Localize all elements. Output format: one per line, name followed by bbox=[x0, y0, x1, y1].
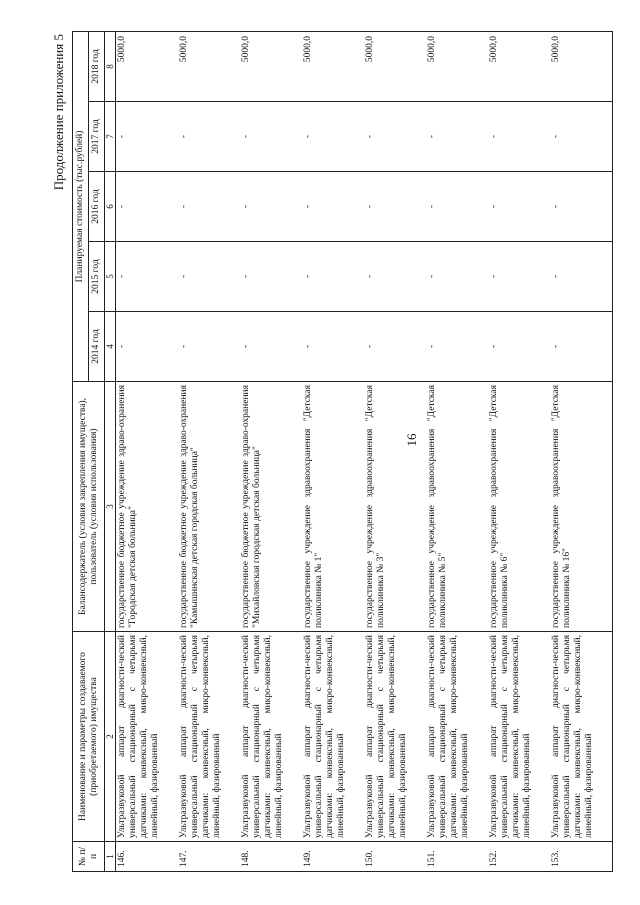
property-table bbox=[72, 31, 613, 872]
cost-2014: - bbox=[426, 312, 488, 382]
balance-holder: государственное учреждение здравоохранения "Детская поликлиника № 16" bbox=[550, 382, 613, 632]
cost-2017: - bbox=[178, 102, 240, 172]
rotated-table-region bbox=[48, 32, 608, 872]
cost-2015: - bbox=[364, 242, 426, 312]
cost-2015: - bbox=[488, 242, 550, 312]
column-number: 7 bbox=[105, 102, 116, 172]
cost-2018: 5000,0 bbox=[178, 31, 240, 101]
cost-2018: 5000,0 bbox=[550, 31, 613, 101]
header-num: № п/п bbox=[73, 842, 105, 872]
cost-2016: - bbox=[240, 172, 302, 242]
header-year: 2017 год bbox=[89, 102, 105, 172]
cost-2018: 5000,0 bbox=[488, 31, 550, 101]
cost-2017: - bbox=[550, 102, 613, 172]
cost-2017: - bbox=[116, 102, 179, 172]
cost-2015: - bbox=[302, 242, 364, 312]
table-row bbox=[426, 31, 488, 871]
cost-2015: - bbox=[116, 242, 179, 312]
header-year: 2018 год bbox=[89, 31, 105, 101]
header-year: 2014 год bbox=[89, 312, 105, 382]
item-name: Ультразвуковой аппарат диагности-ческий универсальный стационарный с четырьмя датчиками: конвексный, микро-конвексный, линейный, фазированный bbox=[116, 632, 179, 842]
cost-2016: - bbox=[364, 172, 426, 242]
cost-2014: - bbox=[488, 312, 550, 382]
cost-2014: - bbox=[550, 312, 613, 382]
cost-2015: - bbox=[178, 242, 240, 312]
cost-2015: - bbox=[550, 242, 613, 312]
header-year: 2016 год bbox=[89, 172, 105, 242]
item-name: Ультразвуковой аппарат диагности-ческий универсальный стационарный с четырьмя датчиками: конвексный, микро-конвексный, линейный, фазированный bbox=[302, 632, 364, 842]
cost-2014: - bbox=[302, 312, 364, 382]
header-holder: Балансодержатель (условия закрепления имущества), пользователь (условия использования) bbox=[73, 382, 105, 632]
cost-2014: - bbox=[178, 312, 240, 382]
balance-holder: государственное учреждение здравоохранения "Детская поликлиника № 6" bbox=[488, 382, 550, 632]
header-year: 2015 год bbox=[89, 242, 105, 312]
cost-2017: - bbox=[426, 102, 488, 172]
row-number: 148. bbox=[240, 842, 302, 872]
row-number: 153. bbox=[550, 842, 613, 872]
table-header bbox=[73, 31, 116, 871]
balance-holder: государственное учреждение здравоохранения "Детская поликлиника № 3" bbox=[364, 382, 426, 632]
cost-2016: - bbox=[488, 172, 550, 242]
column-number: 8 bbox=[105, 31, 116, 101]
column-number: 4 bbox=[105, 312, 116, 382]
table-row bbox=[550, 31, 613, 871]
cost-2014: - bbox=[364, 312, 426, 382]
cost-2017: - bbox=[364, 102, 426, 172]
row-number: 147. bbox=[178, 842, 240, 872]
cost-2016: - bbox=[116, 172, 179, 242]
item-name: Ультразвуковой аппарат диагности-ческий универсальный стационарный с четырьмя датчиками: конвексный, микро-конвексный, линейный, фазированный bbox=[240, 632, 302, 842]
row-number: 151. bbox=[426, 842, 488, 872]
column-number: 5 bbox=[105, 242, 116, 312]
cost-2016: - bbox=[550, 172, 613, 242]
cost-2015: - bbox=[240, 242, 302, 312]
page-number: 16 bbox=[404, 433, 419, 447]
column-numbers-row bbox=[105, 31, 116, 871]
table-row bbox=[364, 31, 426, 871]
balance-holder: государственное бюджетное учреждение здраво-охранения "Городская детская больница" bbox=[116, 382, 179, 632]
cost-2018: 5000,0 bbox=[364, 31, 426, 101]
appendix-caption: Продолжение приложения 5 bbox=[51, 34, 66, 191]
table-row bbox=[240, 31, 302, 871]
row-number: 152. bbox=[488, 842, 550, 872]
column-number: 1 bbox=[105, 842, 116, 872]
cost-2016: - bbox=[426, 172, 488, 242]
cost-2018: 5000,0 bbox=[302, 31, 364, 101]
cost-2016: - bbox=[178, 172, 240, 242]
item-name: Ультразвуковой аппарат диагности-ческий универсальный стационарный с четырьмя датчиками: конвексный, микро-конвексный, линейный, фазированный bbox=[364, 632, 426, 842]
header-name: Наименование и параметры создаваемого (приобретаемого) имущества bbox=[73, 632, 105, 842]
item-name: Ультразвуковой аппарат диагности-ческий универсальный стационарный с четырьмя датчиками: конвексный, микро-конвексный, линейный, фазированный bbox=[488, 632, 550, 842]
cost-2017: - bbox=[302, 102, 364, 172]
cost-2014: - bbox=[116, 312, 179, 382]
cost-2016: - bbox=[302, 172, 364, 242]
item-name: Ультразвуковой аппарат диагности-ческий универсальный стационарный с четырьмя датчиками: конвексный, микро-конвексный, линейный, фазированный bbox=[426, 632, 488, 842]
header-planned-cost: Планируемая стоимость (тыс.рублей) bbox=[73, 31, 89, 381]
balance-holder: государственное учреждение здравоохранения "Детская поликлиника № 1" bbox=[302, 382, 364, 632]
column-number: 6 bbox=[105, 172, 116, 242]
column-number: 2 bbox=[105, 632, 116, 842]
cost-2018: 5000,0 bbox=[116, 31, 179, 101]
table-row bbox=[302, 31, 364, 871]
cost-2015: - bbox=[426, 242, 488, 312]
item-name: Ультразвуковой аппарат диагности-ческий универсальный стационарный с четырьмя датчиками: конвексный, микро-конвексный, линейный, фазированный bbox=[550, 632, 613, 842]
table-row bbox=[178, 31, 240, 871]
cost-2014: - bbox=[240, 312, 302, 382]
row-number: 149. bbox=[302, 842, 364, 872]
item-name: Ультразвуковой аппарат диагности-ческий универсальный стационарный с четырьмя датчиками: конвексный, микро-конвексный, линейный, фазированный bbox=[178, 632, 240, 842]
table-row bbox=[116, 31, 179, 871]
balance-holder: государственное бюджетное учреждение здраво-охранения "Михайловская городская детская больница" bbox=[240, 382, 302, 632]
balance-holder: государственное учреждение здравоохранения "Детская поликлиника № 5" bbox=[426, 382, 488, 632]
row-number: 150. bbox=[364, 842, 426, 872]
cost-2018: 5000,0 bbox=[240, 31, 302, 101]
column-number: 3 bbox=[105, 382, 116, 632]
cost-2018: 5000,0 bbox=[426, 31, 488, 101]
balance-holder: государственное бюджетное учреждение здраво-охранения "Камышинская детская городская больница" bbox=[178, 382, 240, 632]
row-number: 146. bbox=[116, 842, 179, 872]
table-row bbox=[488, 31, 550, 871]
table-body bbox=[116, 31, 613, 871]
cost-2017: - bbox=[488, 102, 550, 172]
cost-2017: - bbox=[240, 102, 302, 172]
